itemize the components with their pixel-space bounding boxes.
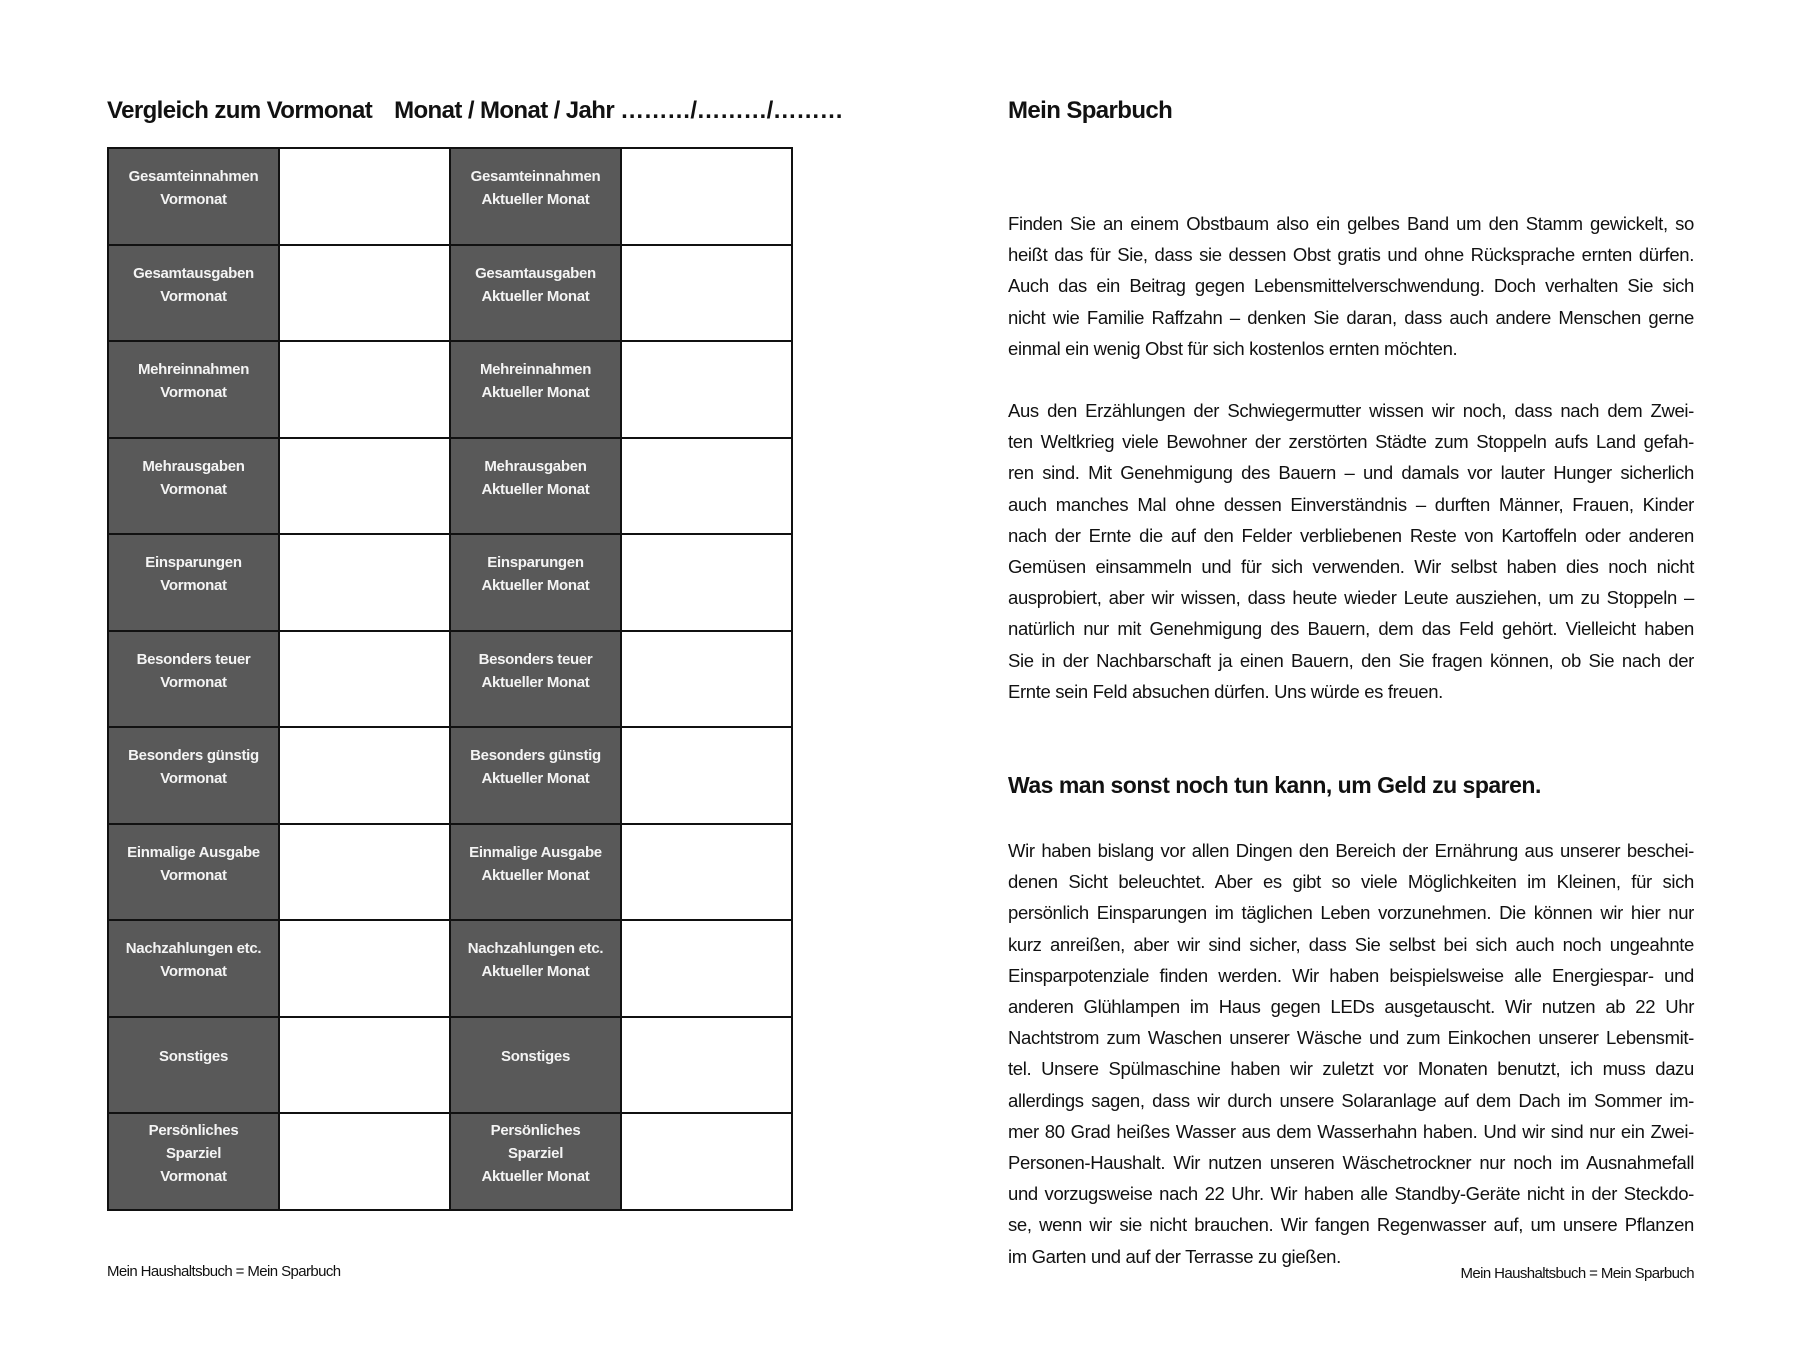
previous-month-value-cell[interactable] xyxy=(279,631,450,728)
label-line: Aktueller Monat xyxy=(481,963,590,981)
text-line: kurz anreißen, aber wir sind sicher, dass Sie selbst bei sich auch noch ungeahnte xyxy=(1008,933,1694,955)
label-line: Persönliches xyxy=(490,1121,581,1139)
current-month-label-cell-text xyxy=(451,439,620,533)
previous-month-value-cell[interactable] xyxy=(279,920,450,1017)
previous-month-label-cell-text xyxy=(109,246,278,340)
previous-month-value-cell[interactable] xyxy=(279,1017,450,1114)
comparison-table xyxy=(107,147,793,1211)
current-month-label-cell xyxy=(450,438,621,535)
text-line: Finden Sie an einem Obstbaum also ein gelbes Band um den Stamm gewickelt, so xyxy=(1008,213,1694,234)
label-line: Einsparungen xyxy=(145,554,242,572)
text-line: nicht wie Familie Raffzahn – denken Sie daran, dass auch andere Menschen gerne xyxy=(1008,306,1694,328)
label-line: Vormonat xyxy=(160,1167,227,1185)
label-line: Vormonat xyxy=(160,770,227,788)
text-line: Aus den Erzählungen der Schwiegermutter wissen wir noch, dass nach dem Zwei- xyxy=(1008,400,1694,421)
label-line: Besonders teuer xyxy=(478,650,593,668)
label-line: Aktueller Monat xyxy=(481,287,590,305)
label-line: Vormonat xyxy=(160,577,227,595)
current-month-value-cell[interactable] xyxy=(621,1113,792,1210)
text-line: ausprobiert, aber wir wissen, dass heute wieder Leute ausziehen, um zu Stoppeln – xyxy=(1008,587,1694,609)
label-line: Gesamteinnahmen xyxy=(128,168,259,186)
previous-month-label-cell xyxy=(108,727,279,824)
current-month-value-cell[interactable] xyxy=(621,920,792,1017)
current-month-label-cell-text xyxy=(451,1114,620,1208)
label-line: Aktueller Monat xyxy=(481,673,590,691)
label-line: Gesamteinnahmen xyxy=(470,168,601,186)
previous-month-label-cell xyxy=(108,1113,279,1210)
label-line: Sparziel xyxy=(165,1144,222,1162)
previous-month-label-cell-text xyxy=(109,728,278,822)
text-line: auch manches Mal ohne dessen Einverständnis – durften Männer, Frauen, Kinder xyxy=(1008,493,1694,515)
text-line: denen Sicht beleuchtet. Aber es gibt so viele Möglichkeiten im Kleinen, für sich xyxy=(1008,871,1694,893)
label-line: Vormonat xyxy=(160,287,227,305)
table-row xyxy=(108,341,792,438)
label-line: Mehreinnahmen xyxy=(479,361,592,379)
previous-month-label-cell xyxy=(108,1017,279,1114)
text-line: Gemüsen einsammeln und für sich verwenden. Wir selbst haben dies noch nicht xyxy=(1008,556,1694,578)
label-line: Aktueller Monat xyxy=(481,191,590,209)
label-line: Einmalige Ausgabe xyxy=(469,843,602,861)
text-line: natürlich nur mit Genehmigung des Bauern, dem das Feld gehört. Vielleicht haben xyxy=(1008,618,1694,640)
current-month-label-cell-text xyxy=(451,921,620,1015)
current-month-value-cell[interactable] xyxy=(621,245,792,342)
label-line: Nachzahlungen etc. xyxy=(125,940,262,958)
table-row xyxy=(108,534,792,631)
text-line: ren sind. Mit Genehmigung des Bauern – und damals vor lauter Hunger sicherlich xyxy=(1008,462,1694,484)
previous-month-label-cell-text xyxy=(109,439,278,533)
right-page-footer: Mein Haushaltsbuch = Mein Sparbuch xyxy=(1460,1265,1694,1282)
label-line: Aktueller Monat xyxy=(481,577,590,595)
comparison-table-body xyxy=(108,148,792,1210)
previous-month-label-cell xyxy=(108,920,279,1017)
left-page-title xyxy=(107,96,843,126)
previous-month-label-cell-text xyxy=(109,535,278,629)
previous-month-label-cell xyxy=(108,631,279,728)
label-line: Vormonat xyxy=(160,384,227,402)
current-month-value-cell[interactable] xyxy=(621,824,792,921)
current-month-label-cell-text xyxy=(451,149,620,243)
current-month-value-cell[interactable] xyxy=(621,727,792,824)
current-month-label-cell xyxy=(450,245,621,342)
current-month-label-cell xyxy=(450,148,621,245)
right-page-title: Mein Sparbuch xyxy=(1008,97,1173,124)
text-line: tel. Unsere Spülmaschine haben wir zuletzt vor Monaten benutzt, ich muss dazu xyxy=(1008,1058,1694,1080)
label-line: Vormonat xyxy=(160,673,227,691)
label-line: Aktueller Monat xyxy=(481,480,590,498)
date-fill-label: Monat / Monat / Jahr ………/………/……… xyxy=(394,97,843,124)
label-line: Besonders günstig xyxy=(128,747,259,765)
current-month-label-cell-text xyxy=(451,246,620,340)
text-line: Auch das ein Beitrag gegen Lebensmittelverschwendung. Doch verhalten Sie sich xyxy=(1008,275,1694,297)
text-line: Ernte sein Feld absuchen dürfen. Uns würde es freuen. xyxy=(1008,680,1443,702)
label-line: Vormonat xyxy=(160,191,227,209)
current-month-label-cell xyxy=(450,824,621,921)
current-month-value-cell[interactable] xyxy=(621,1017,792,1114)
label-line: Vormonat xyxy=(160,963,227,981)
label-line: Gesamtausgaben xyxy=(133,264,254,282)
label-line: Sparziel xyxy=(507,1144,564,1162)
current-month-label-cell xyxy=(450,341,621,438)
previous-month-label-cell xyxy=(108,148,279,245)
text-line: ten Weltkrieg viele Bewohner der zerstörten Städte zum Stoppeln aufs Land gefah- xyxy=(1008,431,1694,453)
text-line: persönlich Einsparungen im täglichen Leben vorzunehmen. Die können wir hier nur xyxy=(1008,902,1694,924)
current-month-label-cell-text xyxy=(451,728,620,822)
label-line: Nachzahlungen etc. xyxy=(467,940,604,958)
current-month-label-cell xyxy=(450,1017,621,1114)
label-line: Vormonat xyxy=(160,866,227,884)
table-row xyxy=(108,148,792,245)
label-line: Aktueller Monat xyxy=(481,770,590,788)
label-line: Aktueller Monat xyxy=(481,384,590,402)
label-line: Besonders günstig xyxy=(470,747,601,765)
paragraph-2 xyxy=(1008,395,1694,707)
text-line: Personen-Haushalt. Wir nutzen unseren Wäschetrockner nur noch im Ausnahmefall xyxy=(1008,1152,1694,1174)
previous-month-label-cell xyxy=(108,438,279,535)
text-line: allerdings sagen, dass wir durch unsere Solaranlage auf dem Dach im Sommer im- xyxy=(1008,1089,1694,1111)
current-month-value-cell[interactable] xyxy=(621,534,792,631)
text-line: im Garten und auf der Terrasse zu gießen. xyxy=(1008,1245,1341,1267)
previous-month-value-cell[interactable] xyxy=(279,1113,450,1210)
text-line: und vorzugsweise nach 22 Uhr. Wir haben alle Standby-Geräte nicht in der Steckdo- xyxy=(1008,1183,1694,1205)
text-line: Nachtstrom zum Waschen unserer Wäsche und zum Einkochen unserer Lebensmit- xyxy=(1008,1027,1694,1049)
previous-month-label-cell xyxy=(108,534,279,631)
label-line: Aktueller Monat xyxy=(481,1167,590,1185)
current-month-label-cell-text xyxy=(451,1018,620,1112)
current-month-label-cell xyxy=(450,920,621,1017)
label-line: Persönliches xyxy=(148,1121,239,1139)
paragraph-3 xyxy=(1008,835,1694,1272)
previous-month-label-cell-text xyxy=(109,342,278,436)
label-line: Sonstiges xyxy=(501,1048,570,1066)
previous-month-label-cell-text xyxy=(109,632,278,726)
current-month-label-cell-text xyxy=(451,342,620,436)
label-line: Vormonat xyxy=(160,480,227,498)
previous-month-label-cell xyxy=(108,341,279,438)
current-month-label-cell xyxy=(450,1113,621,1210)
label-line: Einsparungen xyxy=(487,554,584,572)
label-line: Gesamtausgaben xyxy=(475,264,596,282)
table-row xyxy=(108,245,792,342)
current-month-label-cell-text xyxy=(451,632,620,726)
table-row xyxy=(108,438,792,535)
label-line: Aktueller Monat xyxy=(481,866,590,884)
previous-month-label-cell-text xyxy=(109,149,278,243)
left-page-footer: Mein Haushaltsbuch = Mein Sparbuch xyxy=(107,1263,341,1280)
paragraph-1 xyxy=(1008,208,1694,364)
text-line: se, wenn wir sie nicht brauchen. Wir fangen Regenwasser auf, um unsere Pflanzen xyxy=(1008,1214,1694,1236)
previous-month-label-cell-text xyxy=(109,921,278,1015)
previous-month-value-cell[interactable] xyxy=(279,245,450,342)
previous-month-value-cell[interactable] xyxy=(279,727,450,824)
comparison-title: Vergleich zum Vormonat xyxy=(107,97,373,124)
text-line: heißt das für Sie, dass sie dessen Obst gratis und ohne Rücksprache ernten dürfen. xyxy=(1008,244,1694,266)
previous-month-label-cell xyxy=(108,824,279,921)
label-line: Sonstiges xyxy=(159,1048,228,1066)
label-line: Mehrausgaben xyxy=(142,457,245,475)
table-row xyxy=(108,631,792,728)
text-line: einmal ein wenig Obst für sich kostenlos ernten möchten. xyxy=(1008,337,1458,359)
table-row xyxy=(108,1017,792,1114)
text-line: anderen Glühlampen im Haus gegen LEDs ausgetauscht. Wir nutzen ab 22 Uhr xyxy=(1008,996,1694,1018)
previous-month-value-cell[interactable] xyxy=(279,148,450,245)
current-month-label-cell xyxy=(450,534,621,631)
section-heading: Was man sonst noch tun kann, um Geld zu sparen. xyxy=(1008,772,1541,798)
current-month-label-cell-text xyxy=(451,535,620,629)
current-month-value-cell[interactable] xyxy=(621,631,792,728)
label-line: Besonders teuer xyxy=(136,650,251,668)
label-line: Einmalige Ausgabe xyxy=(127,843,260,861)
text-line: Einsparpotenziale finden werden. Wir haben beispielsweise alle Energiespar- und xyxy=(1008,964,1694,986)
previous-month-label-cell-text xyxy=(109,1114,278,1208)
table-row xyxy=(108,824,792,921)
text-line: Sie in der Nachbarschaft ja einen Bauern, den Sie fragen können, ob Sie nach der xyxy=(1008,649,1694,671)
current-month-value-cell[interactable] xyxy=(621,438,792,535)
table-row xyxy=(108,1113,792,1210)
previous-month-value-cell[interactable] xyxy=(279,341,450,438)
current-month-label-cell xyxy=(450,727,621,824)
current-month-label-cell-text xyxy=(451,825,620,919)
previous-month-label-cell-text xyxy=(109,825,278,919)
current-month-label-cell xyxy=(450,631,621,728)
text-line: nach der Ernte die auf den Felder verbliebenen Reste von Kartoffeln oder anderen xyxy=(1008,524,1694,546)
previous-month-value-cell[interactable] xyxy=(279,534,450,631)
label-line: Mehrausgaben xyxy=(484,457,587,475)
current-month-value-cell[interactable] xyxy=(621,148,792,245)
label-line: Mehreinnahmen xyxy=(137,361,250,379)
previous-month-label-cell-text xyxy=(109,1018,278,1112)
previous-month-value-cell[interactable] xyxy=(279,824,450,921)
text-line: mer 80 Grad heißes Wasser aus dem Wasserhahn haben. Und wir sind nur ein Zwei- xyxy=(1008,1120,1694,1142)
table-row xyxy=(108,727,792,824)
table-row xyxy=(108,920,792,1017)
previous-month-value-cell[interactable] xyxy=(279,438,450,535)
current-month-value-cell[interactable] xyxy=(621,341,792,438)
previous-month-label-cell xyxy=(108,245,279,342)
text-line: Wir haben bislang vor allen Dingen den Bereich der Ernährung aus unserer beschei- xyxy=(1008,840,1694,861)
